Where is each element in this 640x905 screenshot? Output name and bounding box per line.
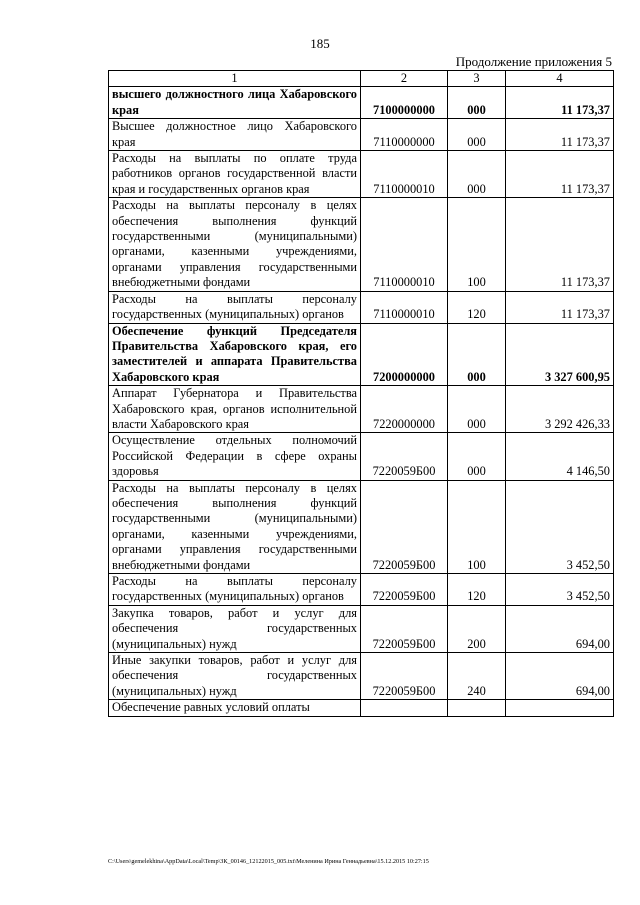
table-row [109,605,614,652]
table-row [109,433,614,480]
row-name-cell: Расходы на выплаты персоналу государственных (муниципальных) органов [109,291,361,323]
table-row [109,480,614,573]
row-code-cell: 7220059Б00 [361,574,448,606]
row-name-cell: Расходы на выплаты по оплате труда работников органов государственной власти края и государственных органов края [109,151,361,198]
table-row [109,653,614,700]
table-row [109,386,614,433]
table-row [109,119,614,151]
row-sum-cell: 11 173,37 [506,87,614,119]
table-body [109,87,614,716]
row-type-cell: 000 [448,87,506,119]
row-type-cell: 000 [448,323,506,386]
row-name-cell: Расходы на выплаты персоналу в целях обеспечения выполнения функций государственными (муниципальными) органами, казенными учреждениями, органами управления государственными внебюджетными фондами [109,480,361,573]
row-type-cell: 000 [448,386,506,433]
row-type-cell: 000 [448,119,506,151]
row-sum-cell: 4 146,50 [506,433,614,480]
row-type-cell: 120 [448,574,506,606]
row-name-cell: Обеспечение функций Председателя Правительства Хабаровского края, его заместителей и аппарата Правительства Хабаровского края [109,323,361,386]
row-sum-cell: 694,00 [506,653,614,700]
header-col-2: 2 [361,71,448,87]
continuation-label: Продолжение приложения 5 [455,54,612,69]
row-type-cell: 000 [448,433,506,480]
table-row [109,198,614,291]
row-code-cell: 7220000000 [361,386,448,433]
row-name-cell: Расходы на выплаты персоналу государственных (муниципальных) органов [109,574,361,606]
table-row [109,151,614,198]
row-name-cell: Закупка товаров, работ и услуг для обеспечения государственных (муниципальных) нужд [109,605,361,652]
row-name-cell: Высшее должностное лицо Хабаровского края [109,119,361,151]
row-code-cell: 7110000010 [361,291,448,323]
row-name-cell: Аппарат Губернатора и Правительства Хабаровского края, органов исполнительной власти Хабаровского края [109,386,361,433]
row-name-cell: Обеспечение равных условий оплаты [109,700,361,716]
row-name-cell: высшего должностного лица Хабаровского края [109,87,361,119]
table-row [109,323,614,386]
row-type-cell: 240 [448,653,506,700]
row-sum-cell: 3 292 426,33 [506,386,614,433]
budget-table [108,70,614,717]
row-sum-cell: 3 452,50 [506,480,614,573]
row-sum-cell: 11 173,37 [506,198,614,291]
table-row [109,291,614,323]
row-sum-cell: 11 173,37 [506,151,614,198]
row-code-cell: 7110000010 [361,198,448,291]
row-code-cell: 7220059Б00 [361,480,448,573]
row-code-cell: 7220059Б00 [361,653,448,700]
row-code-cell: 7110000010 [361,151,448,198]
row-type-cell: 200 [448,605,506,652]
row-code-cell: 7110000000 [361,119,448,151]
header-col-4: 4 [506,71,614,87]
table-row [109,574,614,606]
row-type-cell: 100 [448,480,506,573]
row-code-cell: 7100000000 [361,87,448,119]
row-sum-cell [506,700,614,716]
row-type-cell: 000 [448,151,506,198]
table-row [109,700,614,716]
header-col-1: 1 [109,71,361,87]
row-code-cell: 7220059Б00 [361,433,448,480]
header-row [109,71,614,87]
row-sum-cell: 11 173,37 [506,119,614,151]
row-type-cell: 100 [448,198,506,291]
row-name-cell: Расходы на выплаты персоналу в целях обеспечения выполнения функций государственными (муниципальными) органами, казенными учреждениями, органами управления государственными внебюджетными фондами [109,198,361,291]
row-code-cell: 7220059Б00 [361,605,448,652]
row-name-cell: Осуществление отдельных полномочий Российской Федерации в сфере охраны здоровья [109,433,361,480]
row-sum-cell: 3 452,50 [506,574,614,606]
table-row [109,87,614,119]
row-code-cell: 7200000000 [361,323,448,386]
row-name-cell: Иные закупки товаров, работ и услуг для обеспечения государственных (муниципальных) нужд [109,653,361,700]
row-sum-cell: 3 327 600,95 [506,323,614,386]
row-sum-cell: 694,00 [506,605,614,652]
row-type-cell: 120 [448,291,506,323]
row-type-cell [448,700,506,716]
header-col-3: 3 [448,71,506,87]
row-code-cell [361,700,448,716]
row-sum-cell: 11 173,37 [506,291,614,323]
page-number: 185 [310,36,330,51]
footer-file-path: C:\Users\gemelekhina\AppData\Local\Temp\ЗК_00146_12122015_005.txt\Меленина Ирина Геннадьевна\15.12.2015 10:27:15 [108,858,429,865]
